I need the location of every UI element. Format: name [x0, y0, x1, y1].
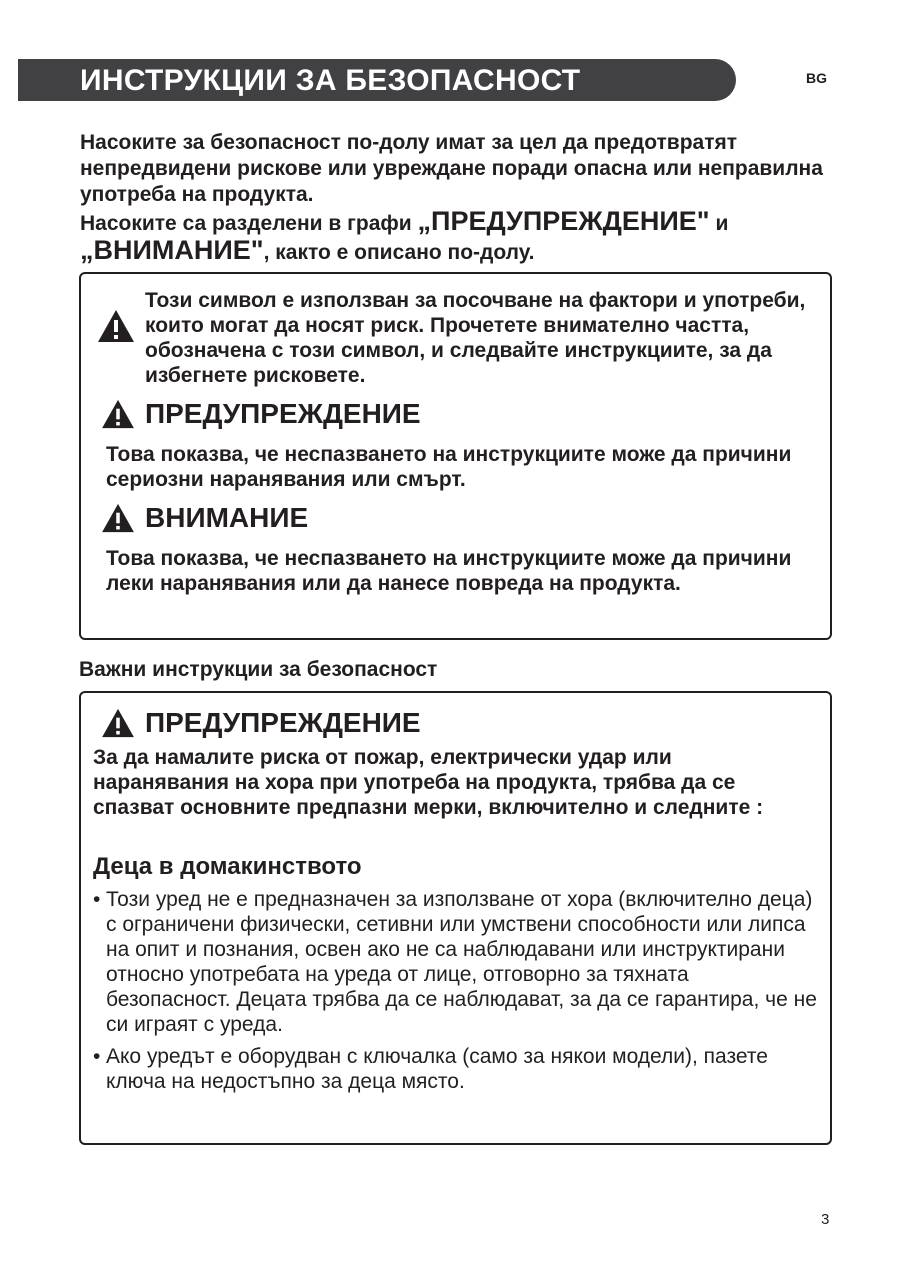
intro-paragraph-1: Насоките за безопасност по-долу имат за цел да предотвратят непредвидени рискове или увреждане поради опасна или неправилна употреба на продукта.	[80, 131, 823, 206]
section-title-bar	[18, 59, 736, 101]
symbol-explanation-text: Този символ е използван за посочване на фактори и употреби, които могат да носят риск. Прочетете внимателно частта, обозначена с този символ, и следвайте инструкциите, за да избегнете рисковете.	[145, 289, 806, 387]
intro-caution-term: „ВНИМАНИЕ"	[80, 235, 264, 265]
warning-triangle-icon	[97, 309, 135, 343]
list-item	[93, 887, 818, 1037]
caution-description: Това показва, че неспазването на инструкциите може да причини леки наранявания или да нанесе повреда на продукта.	[106, 547, 792, 595]
warning-triangle-icon	[101, 503, 135, 533]
warning-triangle-icon	[101, 399, 135, 429]
caution-heading	[101, 502, 308, 534]
children-section-title: Деца в домакинството	[93, 853, 362, 880]
warning-triangle-icon	[101, 708, 135, 738]
language-code: BG	[806, 70, 827, 86]
children-bullet-list	[93, 887, 818, 1101]
symbol-legend-box	[79, 272, 832, 640]
intro-text-b: , както е описано по-долу.	[263, 241, 535, 264]
important-instructions-heading: Важни инструкции за безопасност	[79, 658, 438, 681]
bullet-marker: •	[93, 1045, 101, 1068]
important-warning-intro: За да намалите риска от пожар, електрически удар или наранявания на хора при употреба на продукта, трябва да се спазват основните предпазни мерки, включително и следните :	[93, 746, 764, 819]
bullet-marker: •	[93, 888, 101, 911]
list-item-text: Ако уредът е оборудван с ключалка (само за някои модели), пазете ключа на недостъпно за деца място.	[106, 1045, 768, 1093]
intro-warning-term: „ПРЕДУПРЕЖДЕНИЕ"	[417, 206, 710, 236]
page-number: 3	[821, 1211, 830, 1228]
warning-title: ПРЕДУПРЕЖДЕНИЕ	[145, 398, 421, 429]
important-warning-box	[79, 691, 832, 1145]
list-item	[93, 1044, 818, 1094]
list-item-text: Този уред не е предназначен за използване от хора (включително деца) с ограничени физически, сетивни или умствени способности или липса на опит и познания, освен ако не са наблюдавани или инструктирани относно употребата на уреда от лице, отговорно за тяхната безопасност. Децата трябва да се наблюдават, за да се гарантира, че не си играят с уреда.	[106, 888, 817, 1036]
intro-paragraph-2	[80, 208, 840, 266]
warning-heading	[101, 398, 421, 430]
page-title: ИНСТРУКЦИИ ЗА БЕЗОПАСНОСТ	[80, 64, 581, 97]
caution-title: ВНИМАНИЕ	[145, 502, 309, 533]
intro-text-a: Насоките са разделени в графи	[80, 212, 418, 235]
symbol-explanation	[97, 288, 817, 388]
intro-text	[80, 130, 840, 266]
warning-description: Това показва, че неспазването на инструкциите може да причини сериозни наранявания или смърт.	[106, 443, 792, 491]
important-warning-title: ПРЕДУПРЕЖДЕНИЕ	[145, 707, 421, 738]
important-warning-heading	[101, 707, 421, 739]
intro-text-and: и	[709, 212, 729, 235]
